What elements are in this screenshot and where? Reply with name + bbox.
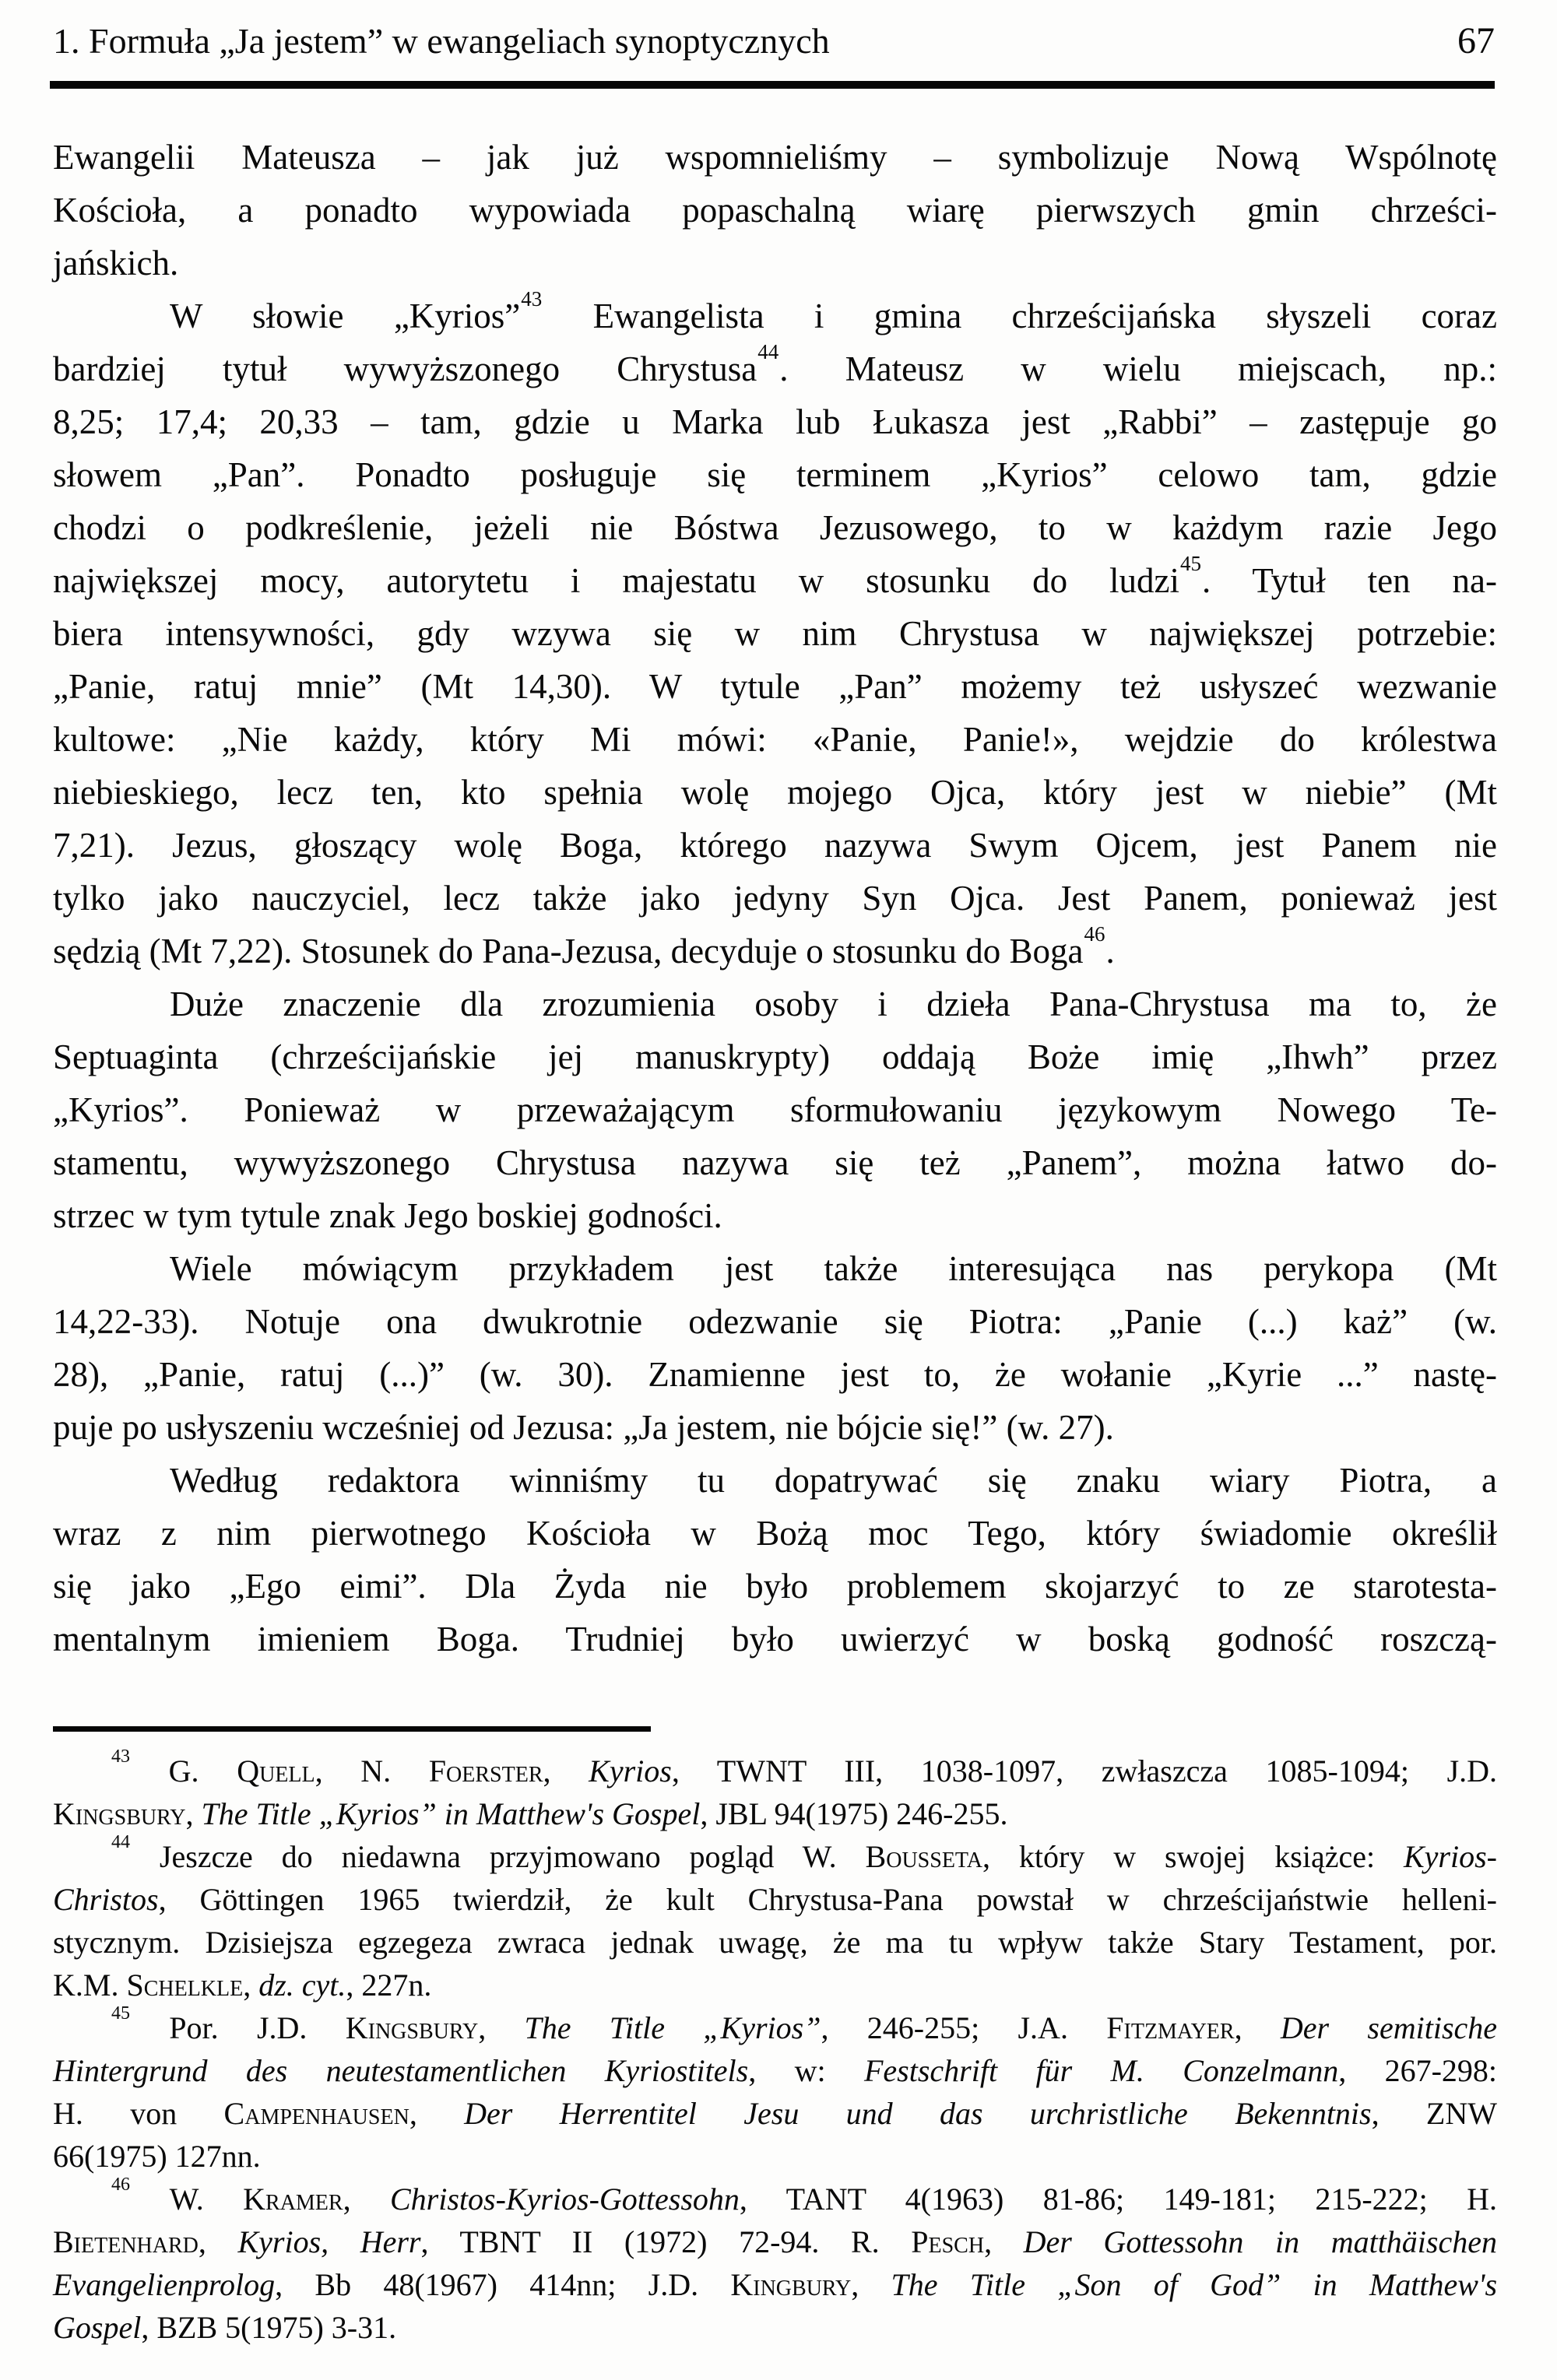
text-run: Kingsbury	[345, 2010, 479, 2045]
text-line	[53, 2003, 1498, 2049]
text-run: .	[1105, 932, 1115, 971]
text-line	[53, 184, 1497, 237]
text-run: The Title „Son of God” in Matthew's	[891, 2267, 1498, 2302]
text-run: jańskich.	[53, 244, 179, 283]
text-run: Der Gottessohn in matthäischen	[1023, 2224, 1497, 2259]
text-line	[53, 978, 1497, 1030]
text-run: ,	[478, 2010, 525, 2045]
text-line	[53, 660, 1497, 713]
text-run: się jako „Ego eimi”. Dla Żyda nie było problemem skojarzyć to ze starotesta-	[53, 1567, 1497, 1606]
text-run: „Panie, ratuj mnie” (Mt 14,30). W tytule „Pan” możemy też usłyszeć wezwanie	[53, 667, 1497, 706]
text-line	[53, 1613, 1497, 1666]
text-run: Christos	[53, 1882, 159, 1917]
text-run: G.	[131, 1753, 237, 1789]
text-run: 28), „Panie, ratuj (...)” (w. 30). Znamienne jest to, że wołanie „Kyrie ...” nastę-	[53, 1355, 1497, 1394]
text-run: H. von	[53, 2096, 224, 2131]
text-line	[53, 713, 1497, 766]
text-run: ,	[851, 2267, 891, 2302]
text-run: W.	[131, 2182, 244, 2217]
text-run: Bietenhard	[53, 2224, 199, 2259]
text-run: Hintergrund des neutestamentlichen Kyriostitels	[53, 2053, 749, 2088]
text-line	[53, 1454, 1497, 1507]
text-run: Foerster	[428, 1753, 543, 1789]
text-run: Fitzmayer	[1106, 2010, 1235, 2045]
text-run: mentalnym imieniem Boga. Trudniej było uwierzyć w boską godność roszczą-	[53, 1620, 1497, 1659]
text-line	[53, 2174, 1498, 2220]
text-line	[53, 921, 1497, 978]
text-line	[53, 819, 1497, 872]
text-line	[53, 1878, 1497, 1921]
text-run: Kingbury	[730, 2267, 852, 2302]
text-run: Gospel	[53, 2310, 142, 2345]
footnote-ref: 45	[1180, 551, 1201, 575]
text-line	[53, 1831, 1497, 1878]
text-line	[53, 2306, 1497, 2349]
text-run: ,	[409, 2096, 465, 2131]
text-line	[53, 2049, 1497, 2092]
text-run: kultowe: „Nie każdy, który Mi mówi: «Panie, Panie!», wejdzie do królestwa	[53, 720, 1497, 759]
text-run: , TANT 4(1963) 81-86; 149-181; 215-222; H.	[739, 2182, 1498, 2217]
footnote-ref: 43	[521, 286, 543, 311]
text-run: strzec w tym tytule znak Jego boskiej godności.	[53, 1196, 722, 1235]
text-run: Pesch	[911, 2224, 985, 2259]
text-line	[53, 1746, 1498, 1792]
text-run: puje po usłyszeniu wcześniej od Jezusa: „Ja jestem, nie bójcie się!” (w. 27).	[53, 1408, 1114, 1447]
text-line	[53, 872, 1497, 925]
text-run: , w:	[748, 2053, 864, 2088]
text-run: Kościoła, a ponadto wypowiada popaschalną wiarę pierwszych gmin chrześci-	[53, 191, 1497, 230]
text-run: Bousseta	[865, 1839, 982, 1874]
text-line	[53, 607, 1497, 660]
text-run: stycznym. Dzisiejsza egzegeza zwraca jednak uwagę, że ma tu wpływ także Stary Testament, por.	[53, 1925, 1497, 1960]
text-run: Septuaginta (chrześcijańskie jej manuskrypty) oddają Boże imię „Ihwh” przez	[53, 1037, 1497, 1076]
text-line	[53, 501, 1497, 554]
text-run: 14,22-33). Notuje ona dwukrotnie odezwanie się Piotra: „Panie (...) każ” (w.	[53, 1302, 1497, 1341]
text-run: Quell	[237, 1753, 315, 1789]
text-run: Festschrift für M. Conzelmann	[863, 2053, 1339, 2088]
body-text	[53, 131, 1497, 1666]
text-run: Christos-Kyrios-Gottessohn	[389, 2182, 740, 2217]
text-run: Kyrios, Herr	[237, 2224, 421, 2259]
text-line	[53, 1560, 1497, 1613]
text-run: K.M.	[53, 1968, 127, 2003]
footnotes	[53, 1746, 1498, 2349]
text-run: 66(1975) 127nn.	[53, 2139, 261, 2174]
text-run: W słowie „Kyrios”	[170, 297, 521, 335]
text-run: „Kyrios”. Ponieważ w przeważającym sformułowaniu językowym Nowego Te-	[53, 1090, 1497, 1129]
text-line	[53, 1921, 1497, 1964]
text-run: bardziej tytuł wywyższonego Chrystusa	[53, 349, 757, 388]
text-line	[53, 2263, 1497, 2306]
text-line	[53, 1792, 1497, 1835]
text-run: , 246-255; J.A.	[821, 2010, 1107, 2045]
text-run: The Title „Kyrios”	[524, 2010, 821, 2045]
text-line	[53, 1401, 1497, 1454]
text-line	[53, 1507, 1497, 1560]
text-run: ,	[543, 1753, 589, 1789]
header-rule	[50, 81, 1495, 89]
text-run: Kyrios	[589, 1753, 672, 1789]
text-line	[53, 1030, 1497, 1083]
text-run: , JBL 94(1975) 246-255.	[700, 1796, 1008, 1831]
footnote-ref: 43	[111, 1746, 130, 1767]
text-run: tylko jako nauczyciel, lecz także jako jedyny Syn Ojca. Jest Panem, ponieważ jest	[53, 879, 1497, 918]
text-run: dz. cyt.	[258, 1968, 346, 2003]
text-run: wraz z nim pierwotnego Kościoła w Bożą moc Tego, który świadomie określił	[53, 1514, 1497, 1553]
page-number: 67	[1457, 20, 1495, 61]
running-header	[53, 20, 1495, 62]
text-run: , N.	[315, 1753, 429, 1789]
text-line	[53, 395, 1497, 448]
text-run: stamentu, wywyższonego Chrystusa nazywa się też „Panem”, można łatwo do-	[53, 1143, 1497, 1182]
text-run: , TWNT III, 1038-1097, zwłaszcza 1085-1094; J.D.	[671, 1753, 1498, 1789]
text-run: Według redaktora winniśmy tu dopatrywać się znaku wiary Piotra, a	[170, 1461, 1497, 1500]
text-run: ,	[185, 1796, 202, 1831]
text-line	[53, 448, 1497, 501]
text-run: Campenhausen	[223, 2096, 409, 2131]
text-line	[53, 1242, 1497, 1295]
text-run: Duże znaczenie dla zrozumienia osoby i dzieła Pana-Chrystusa ma to, że	[170, 985, 1497, 1023]
text-line	[53, 1136, 1497, 1189]
text-run: , ZNW	[1371, 2096, 1498, 2131]
text-run: , 227n.	[346, 1968, 432, 2003]
text-run: Kyrios-	[1404, 1839, 1497, 1874]
text-run: , 267-298:	[1338, 2053, 1498, 2088]
text-run: , TBNT II (1972) 72-94. R.	[420, 2224, 912, 2259]
text-line	[53, 2092, 1497, 2135]
text-run: The Title „Kyrios” in Matthew's Gospel	[201, 1796, 701, 1831]
text-run: Jeszcze do niedawna przyjmowano pogląd W.	[131, 1839, 866, 1874]
text-run: chodzi o podkreślenie, jeżeli nie Bóstwa Jezusowego, to w każdym razie Jego	[53, 508, 1497, 547]
text-run: . Mateusz w wielu miejscach, np.:	[779, 349, 1497, 388]
text-line	[53, 766, 1497, 819]
text-run: ,	[243, 1968, 259, 2003]
text-line	[53, 339, 1497, 395]
text-run: największej mocy, autorytetu i majestatu w stosunku do ludzi	[53, 561, 1179, 600]
text-run: 7,21). Jezus, głoszący wolę Boga, którego nazywa Swym Ojcem, jest Panem nie	[53, 826, 1497, 865]
text-run: Kramer	[243, 2182, 343, 2217]
text-run: niebieskiego, lecz ten, kto spełnia wolę mojego Ojca, który jest w niebie” (Mt	[53, 773, 1497, 812]
text-line	[53, 1348, 1497, 1401]
text-run: Der Herrentitel Jesu und das urchristliche Bekenntnis	[464, 2096, 1372, 2131]
text-line	[53, 1964, 1497, 2006]
text-run: , Bb 48(1967) 414nn; J.D.	[275, 2267, 731, 2302]
text-run: Wiele mówiącym przykładem jest także interesująca nas perykopa (Mt	[170, 1249, 1497, 1288]
footnote-separator-rule	[53, 1726, 651, 1732]
footnote-ref: 46	[111, 2174, 130, 2195]
text-line	[53, 286, 1497, 342]
text-line	[53, 131, 1497, 184]
text-line	[53, 2220, 1497, 2263]
text-line	[53, 1189, 1497, 1242]
footnote-ref: 46	[1084, 921, 1105, 946]
text-run: . Tytuł ten na-	[1202, 561, 1497, 600]
text-run: biera intensywności, gdy wzywa się w nim Chrystusa w największej potrzebie:	[53, 614, 1497, 653]
text-run: Schelkle	[126, 1968, 244, 2003]
footnote-ref: 44	[111, 1831, 130, 1852]
text-run: Por. J.D.	[131, 2010, 346, 2045]
text-line	[53, 2135, 1497, 2178]
text-run: Ewangelii Mateusza – jak już wspomnieliśmy – symbolizuje Nową Wspólnotę	[53, 138, 1497, 177]
text-run: ,	[1234, 2010, 1281, 2045]
text-run: ,	[198, 2224, 238, 2259]
text-run: 8,25; 17,4; 20,33 – tam, gdzie u Marka lub Łukasza jest „Rabbi” – zastępuje go	[53, 402, 1497, 441]
text-run: Kingsbury	[53, 1796, 186, 1831]
text-line	[53, 1083, 1497, 1136]
text-run: Evangelienprolog	[53, 2267, 276, 2302]
text-run: ,	[984, 2224, 1024, 2259]
text-run: Der semitische	[1280, 2010, 1498, 2045]
footnote-ref: 44	[757, 339, 779, 363]
text-run: , który w swojej książce:	[982, 1839, 1404, 1874]
running-header-title: 1. Formuła „Ja jestem” w ewangeliach synoptycznych	[53, 21, 830, 61]
text-run: słowem „Pan”. Ponadto posługuje się terminem „Kyrios” celowo tam, gdzie	[53, 455, 1497, 494]
text-run: ,	[343, 2182, 390, 2217]
text-run: , Göttingen 1965 twierdził, że kult Chrystusa-Pana powstał w chrześcijaństwie helleni-	[158, 1882, 1497, 1917]
text-line	[53, 237, 1497, 290]
text-run: , BZB 5(1975) 3-31.	[141, 2310, 397, 2345]
footnote-ref: 45	[111, 2003, 130, 2024]
text-run: sędzią (Mt 7,22). Stosunek do Pana-Jezusa, decyduje o stosunku do Boga	[53, 932, 1084, 971]
text-line	[53, 551, 1497, 607]
text-line	[53, 1295, 1497, 1348]
text-run: Ewangelista i gmina chrześcijańska słyszeli coraz	[543, 297, 1497, 335]
